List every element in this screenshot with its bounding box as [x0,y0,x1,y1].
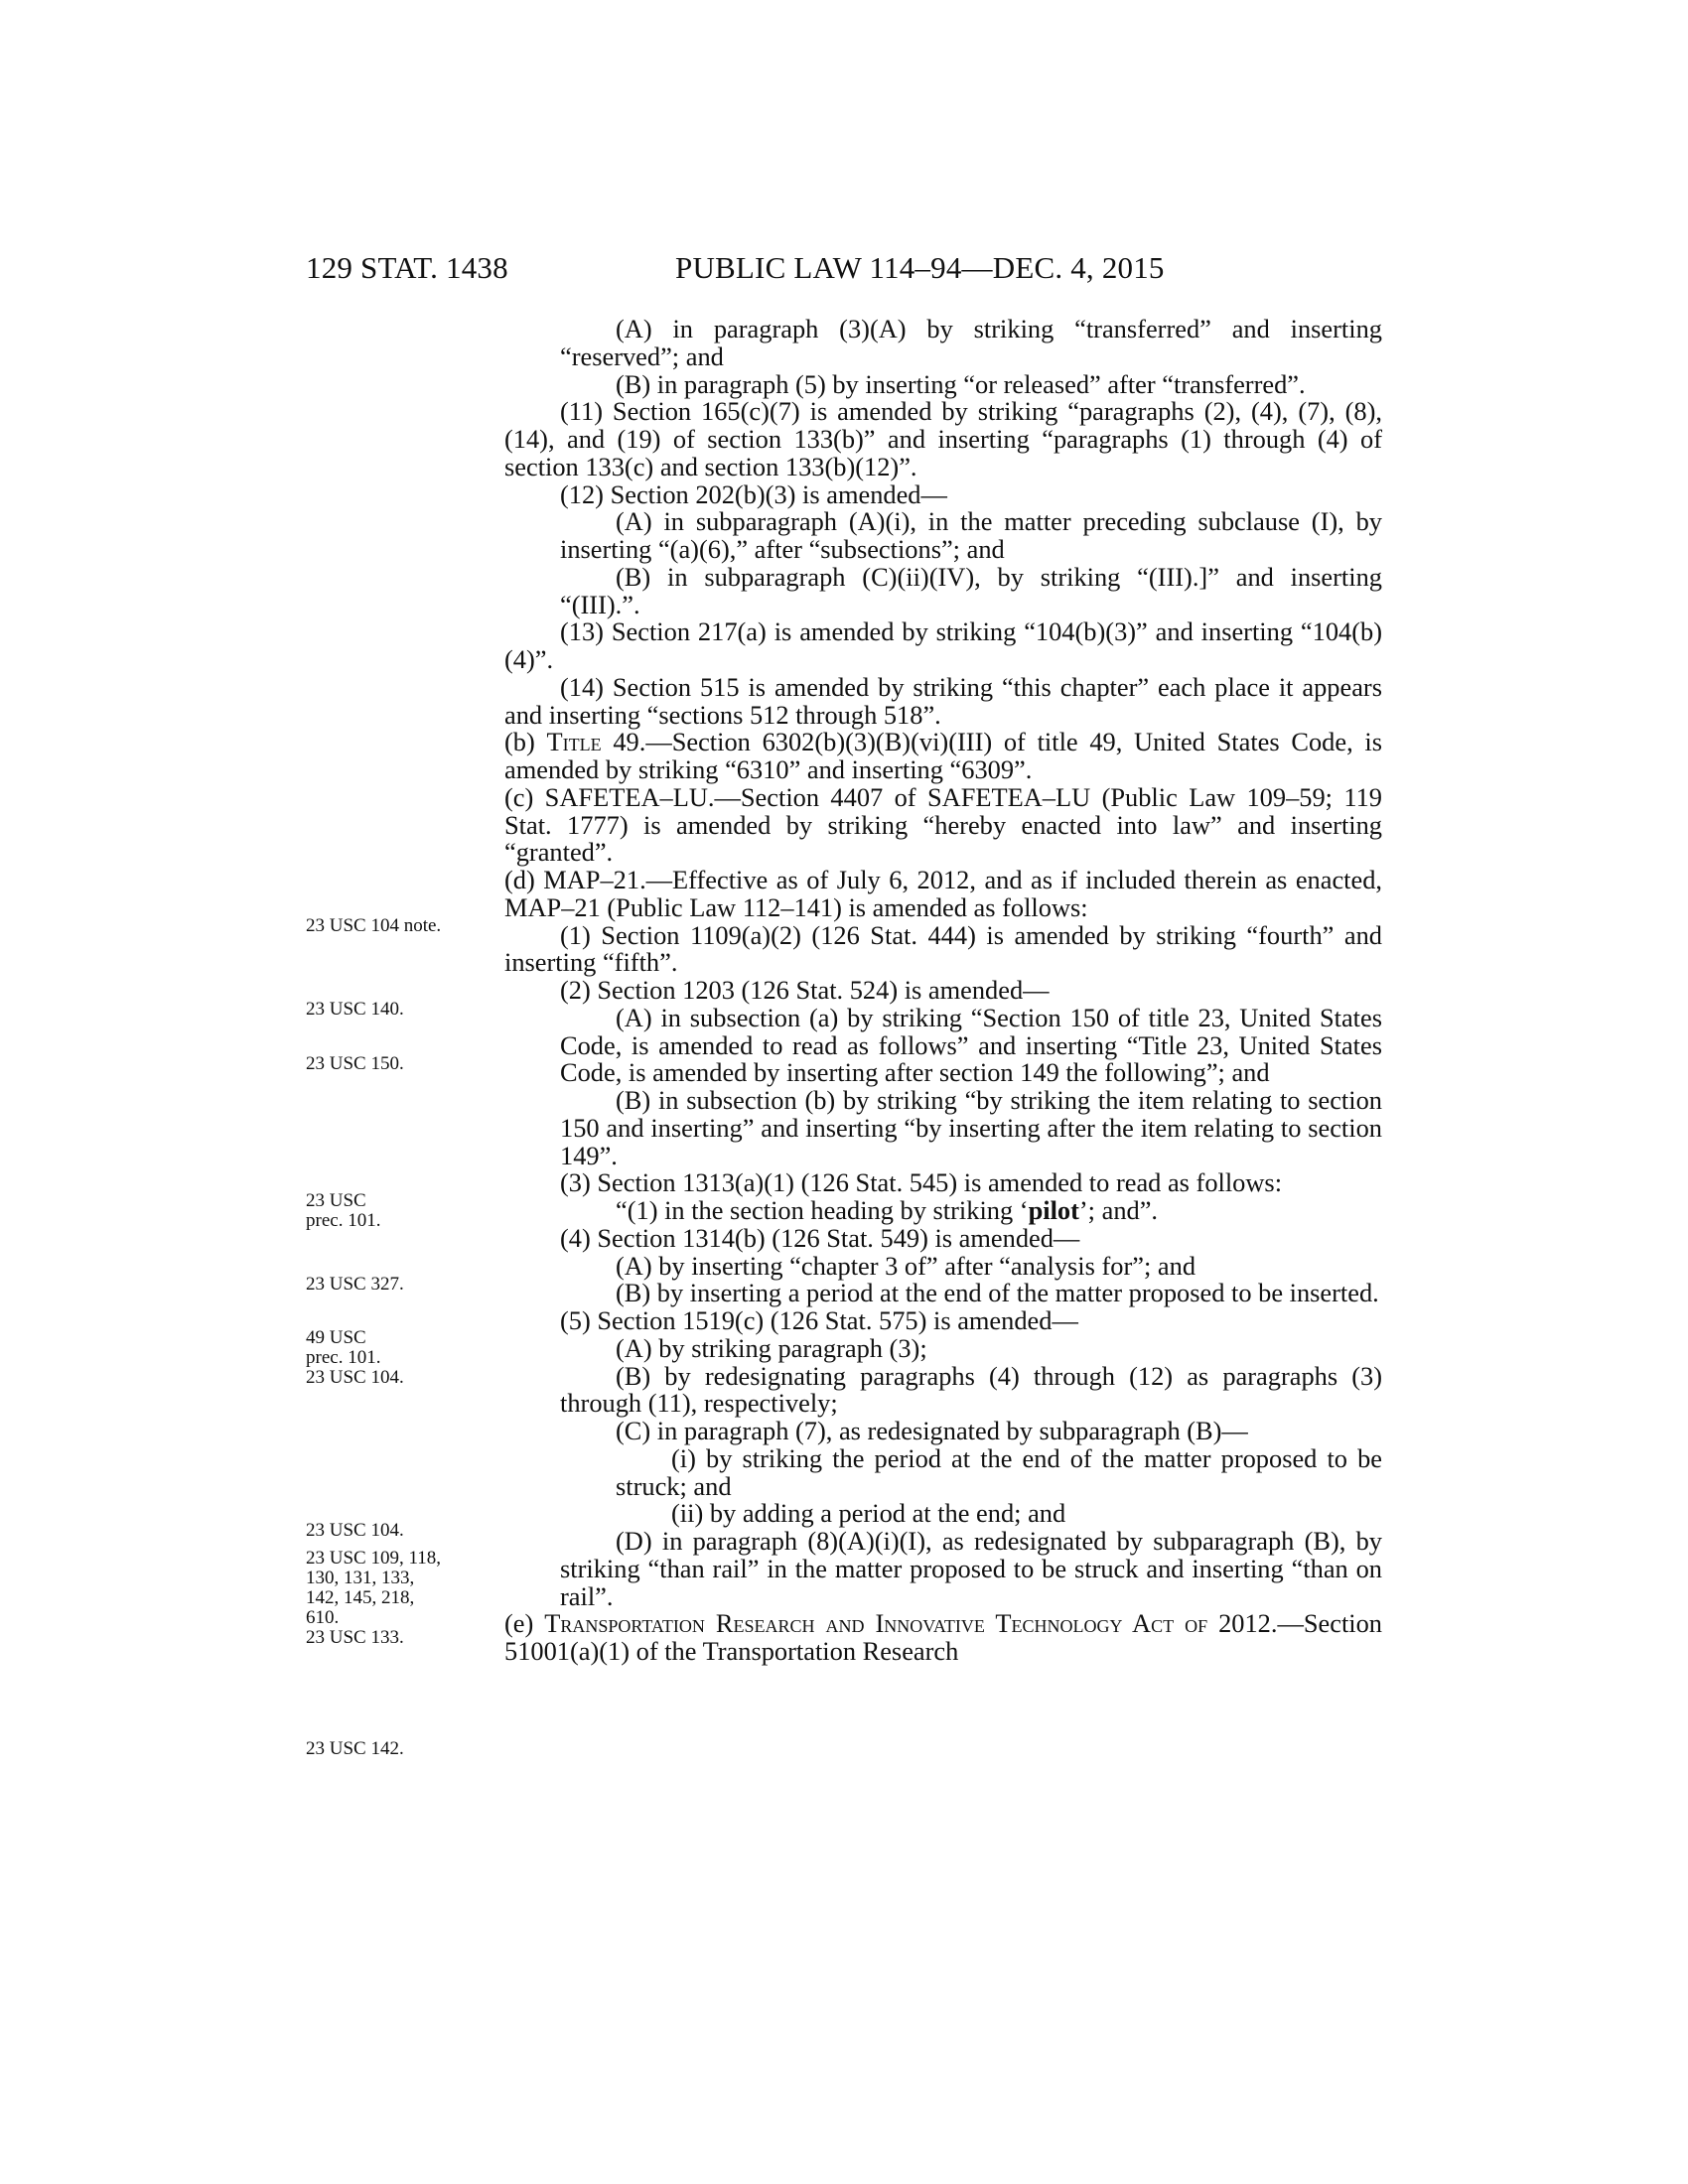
subsection-text: .—Section 6302(b)(3)(B)(vi)(III) of title 49, United States Code, is amended by striking “6310” and inserting “6309”. [504,727,1382,784]
margin-note: 23 USC 327. [306,1274,404,1295]
clause-paragraph: (B) in subsection (b) by striking “by striking the item relating to section 150 and inserting” and inserting “by inserting after the item relating to section 149”. [560,1085,1382,1170]
quoted-tail: ’; and”. [1078,1195,1159,1225]
subsection-paragraph [504,1610,1382,1666]
subsection-heading: Transportation Research and Innovative Technology Act of 2012 [544,1608,1271,1639]
margin-note-line: 23 USC 133. [306,1627,404,1648]
margin-note-line: 130, 131, 133, [306,1568,415,1588]
margin-note-line: 49 USC [306,1327,366,1348]
section-paragraph: (1) Section 1109(a)(2) (126 Stat. 444) is amended by striking “fourth” and inserting “fifth”. [504,919,1382,978]
section-paragraph: (12) Section 202(b)(3) is amended— [560,478,947,509]
subclause-paragraph: (ii) by adding a period at the end; and [671,1498,1066,1529]
subsection-paragraph: (d) MAP–21.—Effective as of July 6, 2012, and as if included therein as enacted, MAP–21 (Public Law 112–141) is amended as follows: [504,865,1382,922]
clause-paragraph: (B) by inserting a period at the end of the matter proposed to be inserted. [616,1278,1379,1308]
section-paragraph: (11) Section 165(c)(7) is amended by striking “paragraphs (2), (4), (7), (8), (14), and (19) of section 133(b)” and inserting “paragraphs (1) through (4) of section 133(c) and section 133(b)(12)”. [504,396,1382,481]
clause-paragraph: (A) by striking paragraph (3); [616,1332,927,1363]
clause-paragraph: (B) in subparagraph (C)(ii)(IV), by striking “(III).]” and inserting “(III).”. [560,561,1382,619]
page-header-law: PUBLIC LAW 114–94—DEC. 4, 2015 [675,250,1165,285]
clause-paragraph: (A) in subsection (a) by striking “Section 150 of title 23, United States Code, is amended to read as follows” and inserting “Title 23, United States Code, is amended by inserting after section 149 the following”; and [560,1002,1382,1088]
margin-note-line: 142, 145, 218, [306,1587,415,1608]
clause-paragraph: (A) by inserting “chapter 3 of” after “analysis for”; and [616,1250,1196,1281]
margin-note-line: 610. [306,1607,340,1628]
section-paragraph: (5) Section 1519(c) (126 Stat. 575) is amended— [560,1305,1078,1335]
margin-note [306,1549,441,1648]
margin-note: 23 USC 142. [306,1738,404,1759]
quoted-bold: pilot [1028,1195,1079,1225]
subsection-heading: Title 49 [546,727,639,757]
quoted-text [504,1197,1382,1225]
subclause-paragraph: (i) by striking the period at the end of the matter proposed to be struck; and [616,1442,1382,1501]
clause-paragraph: (D) in paragraph (8)(A)(i)(I), as redesignated by subparagraph (B), by striking “than rail” in the matter proposed to be struck and inserting “than on rail”. [560,1526,1382,1611]
clause-paragraph: (B) by redesignating paragraphs (4) through (12) as paragraphs (3) through (11), respectively; [560,1360,1382,1419]
clause-paragraph: (A) in paragraph (3)(A) by striking “transferred” and inserting “reserved”; and [560,314,1382,371]
margin-note: 23 USC 104. [306,1520,404,1541]
margin-note: 23 USC 140. [306,999,404,1020]
margin-note-line: prec. 101. [306,1210,381,1231]
section-paragraph: (2) Section 1203 (126 Stat. 524) is amended— [560,975,1050,1005]
margin-note: 23 USC 104 note. [306,915,442,936]
margin-note-line: 23 USC [306,1190,366,1211]
section-paragraph: (14) Section 515 is amended by striking “this chapter” each place it appears and inserting “sections 512 through 518”. [504,671,1382,730]
section-paragraph: (3) Section 1313(a)(1) (126 Stat. 545) is amended to read as follows: [560,1167,1283,1198]
page-header-stat: 129 STAT. 1438 [306,250,508,285]
subsection-text: .—Section 51001(a)(1) of the Transportation Research [504,1608,1383,1666]
body-text [504,316,1382,1666]
margin-note [306,1328,404,1388]
margin-note-line: 23 USC 104. [306,1367,404,1388]
margin-note: 23 USC 150. [306,1053,404,1074]
subsection-lead: (e) [504,1608,545,1639]
clause-paragraph: (B) in paragraph (5) by inserting “or released” after “transferred”. [616,368,1306,399]
subsection-paragraph: (c) SAFETEA–LU.—Section 4407 of SAFETEA–LU (Public Law 109–59; 119 Stat. 1777) is amended by striking “hereby enacted into law” and inserting “granted”. [504,781,1382,868]
quoted-lead: “(1) in the section heading by striking ‘ [616,1195,1029,1225]
margin-note [306,1191,380,1231]
subsection-paragraph [504,729,1382,784]
margin-note-line: 23 USC 109, 118, [306,1548,442,1569]
subsection-lead: (b) [504,727,547,757]
clause-paragraph: (A) in subparagraph (A)(i), in the matter preceding subclause (I), by inserting “(a)(6),” after “subsections”; and [560,506,1382,564]
section-paragraph: (4) Section 1314(b) (126 Stat. 549) is amended— [560,1222,1080,1253]
margin-note-line: prec. 101. [306,1347,381,1368]
section-paragraph: (13) Section 217(a) is amended by striking “104(b)(3)” and inserting “104(b)(4)”. [504,616,1382,674]
clause-paragraph: (C) in paragraph (7), as redesignated by subparagraph (B)— [616,1416,1248,1445]
